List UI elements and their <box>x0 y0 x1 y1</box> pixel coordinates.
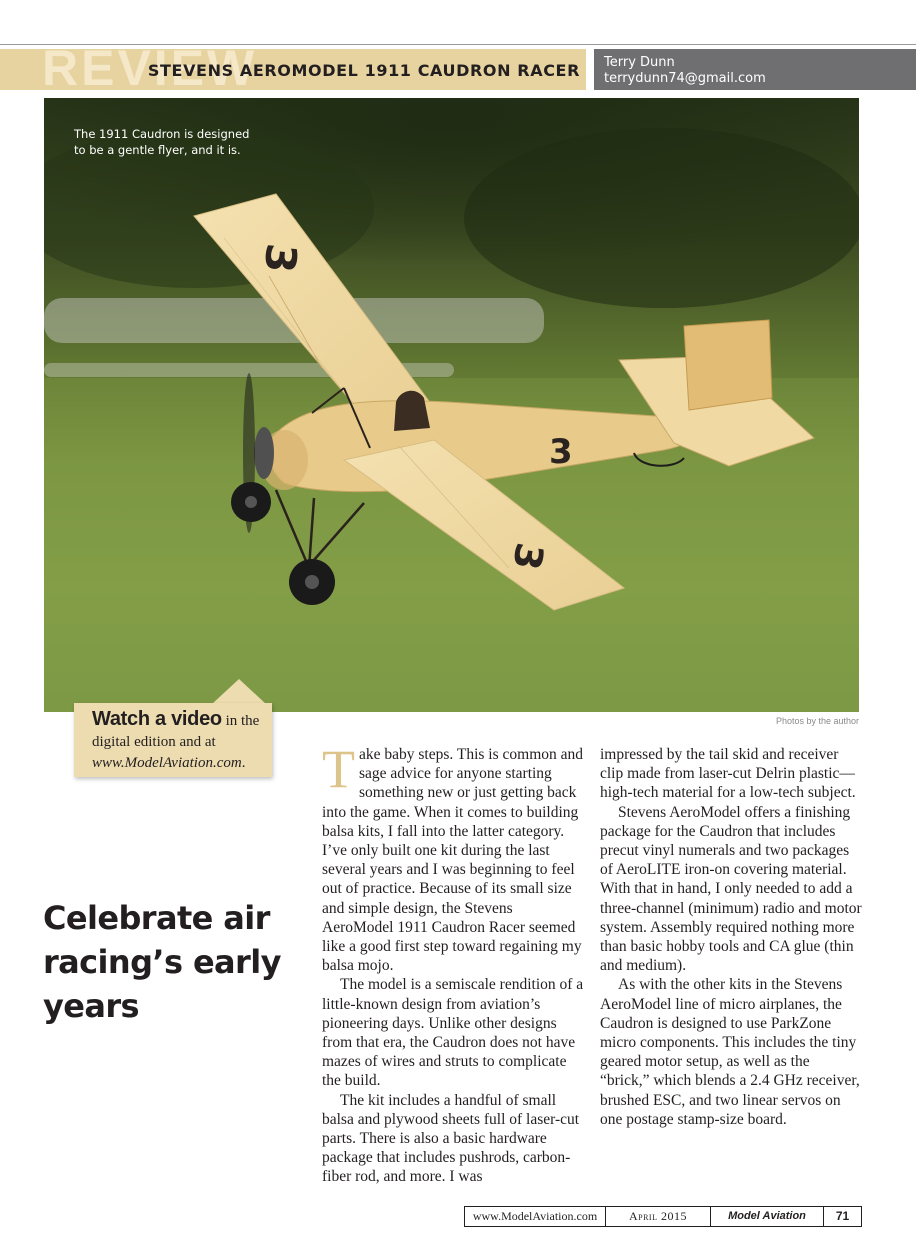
review-title: STEVENS AEROMODEL 1911 CAUDRON RACER <box>147 61 580 80</box>
author-name: Terry Dunn <box>604 55 675 70</box>
paragraph-4: Stevens AeroModel offers a finishing package for the Caudron that includes precut vinyl numerals and two packages of AeroLITE iron-on covering material. With that in hand, I only needed to add a three-channel (minimum) radio and motor system. Assembly required nothing more than basic hobby tools and CA glue (thin and medium). <box>600 803 862 975</box>
photo-credit: Photos by the author <box>775 716 859 726</box>
callout-period: . <box>241 755 246 771</box>
page-footer <box>464 1206 862 1227</box>
motor <box>254 427 274 479</box>
section-label: REVIEW <box>42 49 258 90</box>
airplane-illustration <box>44 98 859 712</box>
lower-wing-number: 3 <box>504 539 552 574</box>
callout-body: the digital edition and at <box>92 713 260 750</box>
top-rule <box>0 44 916 45</box>
paragraph-3-continued: impressed by the tail skid and receiver clip made from laser-cut Delrin plastic—high-tech material for a low-tech subject. <box>600 746 856 802</box>
callout-heading: Watch a video <box>92 708 222 730</box>
fuselage-number: 3 <box>549 432 573 472</box>
author-email: terrydunn74@gmail.com <box>604 71 766 86</box>
drop-cap: T <box>322 739 355 799</box>
author-box <box>594 49 916 90</box>
wing-number: 3 <box>254 241 307 275</box>
section-header <box>0 49 586 90</box>
rudder <box>684 320 772 410</box>
video-callout <box>74 703 272 777</box>
article-column-2 <box>600 745 862 1129</box>
callout-text <box>92 709 267 774</box>
paragraph-2: The model is a semiscale rendition of a little-known design from aviation’s pioneering days. Unlike other designs from that era, the Caudron does not have mazes of wires and struts to complicate the build. <box>322 976 584 1090</box>
paragraph-1 <box>322 739 584 975</box>
hero-photo <box>44 98 859 712</box>
callout-link[interactable]: www.ModelAviation.com <box>92 755 242 771</box>
paragraph-5: As with the other kits in the Stevens AeroModel line of micro airplanes, the Caudron is designed to use ParkZone micro components. This includes the tiny geared motor setup, as well as the “brick,” which blends a 2.4 GHz receiver, brushed ESC, and two linear servos on one postage stamp-size board. <box>600 976 860 1128</box>
footer-magazine: Model Aviation <box>711 1207 824 1226</box>
paragraph-3: The kit includes a handful of small balsa and plywood sheets full of laser-cut parts. There is also a basic hardware package that includes pushrods, carbon-fiber rod, and more. I was <box>322 1091 580 1186</box>
callout-pointer <box>212 679 266 704</box>
footer-date: April 2015 <box>606 1207 711 1226</box>
footer-url[interactable]: www.ModelAviation.com <box>465 1207 606 1226</box>
article-headline: Celebrate air racing’s early years <box>43 899 281 1025</box>
page-number: 71 <box>835 1209 850 1223</box>
paragraph-1-text: ake baby steps. This is common and sage advice for anyone starting something new or just getting back into the game. When it comes to building balsa kits, I fall into the latter category. I’ve only built one kit during the last several years and I was beginning to feel out of practice. Because of its small size and simple design, the Stevens AeroModel 1911 Caudron Racer seemed like a good first step toward regaining my balsa mojo. <box>322 746 584 975</box>
photo-caption: The 1911 Caudron is designed to be a gentle flyer, and it is. <box>74 127 250 157</box>
callout-in: in <box>225 713 238 729</box>
article-column-1 <box>322 739 584 1187</box>
